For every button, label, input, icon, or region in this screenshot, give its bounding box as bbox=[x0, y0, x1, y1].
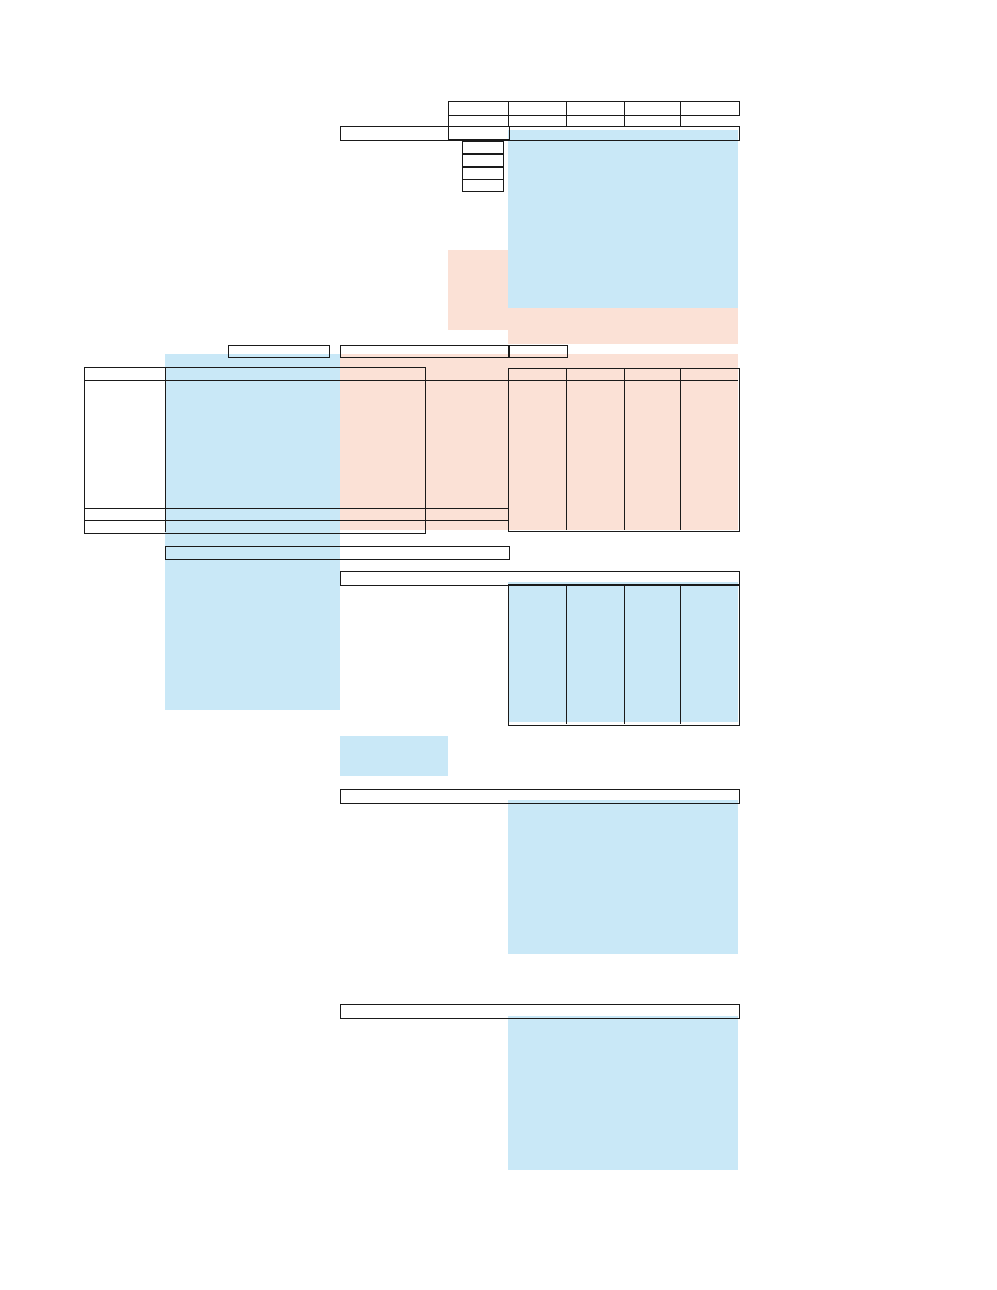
class-cell-border bbox=[462, 167, 504, 180]
table1-header-border bbox=[340, 126, 740, 141]
grid-line bbox=[448, 101, 449, 127]
grid-line bbox=[566, 101, 567, 127]
overlap-header-box bbox=[340, 345, 510, 358]
influence-header-box bbox=[165, 546, 510, 560]
grid-line bbox=[84, 520, 508, 521]
example-header-border bbox=[448, 101, 740, 116]
surprisal-header-border bbox=[340, 1004, 740, 1019]
grid-line bbox=[624, 584, 625, 724]
expected-values-fill bbox=[508, 800, 738, 954]
grid-line bbox=[680, 584, 681, 724]
grid-line bbox=[566, 368, 567, 530]
class-cell-border bbox=[462, 154, 504, 167]
class-cell-border bbox=[462, 141, 504, 154]
class-cell-border bbox=[462, 179, 504, 192]
uncertainty-fill bbox=[508, 308, 738, 344]
grid-line bbox=[680, 368, 681, 530]
grid-line bbox=[624, 101, 625, 127]
class-totals-fill bbox=[340, 736, 448, 776]
overlap-header-box-2 bbox=[508, 345, 568, 358]
grid-line bbox=[566, 584, 567, 724]
grid-line bbox=[624, 368, 625, 530]
grid-line bbox=[84, 508, 508, 509]
class-fill-top bbox=[448, 250, 508, 330]
grid-line bbox=[508, 101, 509, 127]
surprisal-values-fill bbox=[508, 130, 738, 308]
surprisal-values-fill-2 bbox=[508, 1016, 738, 1170]
grid-line bbox=[680, 101, 681, 127]
class-cell-border bbox=[448, 126, 510, 140]
expected-header-border bbox=[340, 789, 740, 804]
total-surprisal-header-box bbox=[228, 345, 330, 358]
